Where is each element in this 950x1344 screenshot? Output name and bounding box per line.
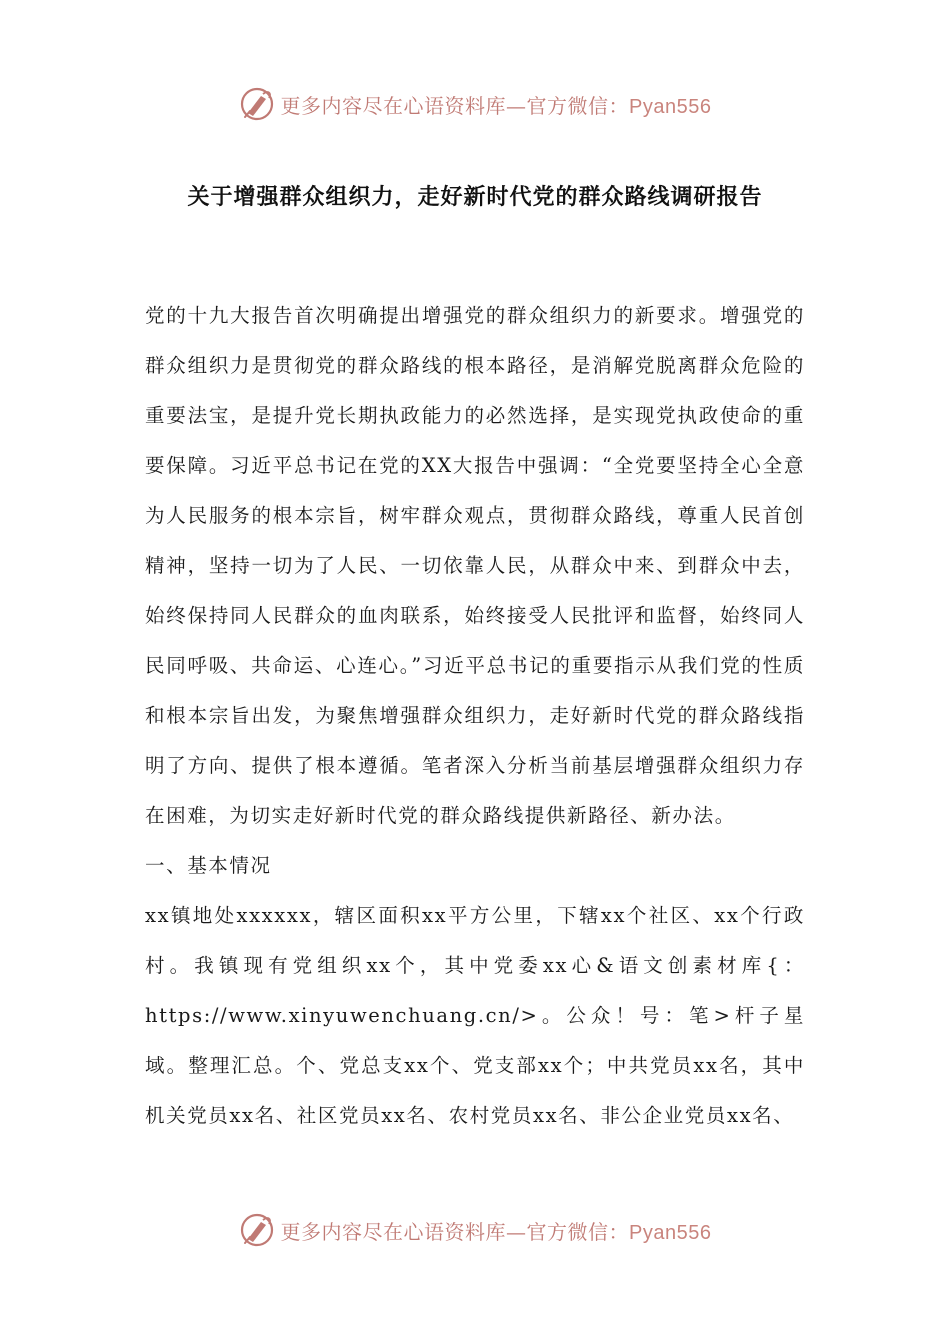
banner-text bbox=[281, 1216, 712, 1245]
header-banner bbox=[0, 82, 950, 126]
document-title: 关于增强群众组织力，走好新时代党的群众路线调研报告 bbox=[187, 184, 763, 210]
banner-handle: Pyan556 bbox=[629, 1221, 712, 1244]
banner-text bbox=[281, 90, 712, 119]
body-paragraph: 党的十九大报告首次明确提出增强党的群众组织力的新要求。增强党的群众组织力是贯彻党的群众路线的根本路径，是消解党脱离群众危险的重要法宝，是提升党长期执政能力的必然选择，是实现党执政使命的重要保障。习近平总书记在党的XX大报告中强调：“全党要坚持全心全意为人民服务的根本宗旨，树牢群众观点，贯彻群众路线，尊重人民首创精神，坚持一切为了人民、一切依靠人民，从群众中来、到群众中去，始终保持同人民群众的血肉联系，始终接受人民批评和监督，始终同人民同呼吸、共命运、心连心。”习近平总书记的重要指示从我们党的性质和根本宗旨出发，为聚焦增强群众组织力，走好新时代党的群众路线指明了方向、提供了根本遵循。笔者深入分析当前基层增强群众组织力存在困难，为切实走好新时代党的群众路线提供新路径、新办法。 bbox=[145, 304, 805, 827]
footer-banner bbox=[0, 1208, 950, 1252]
banner-handle: Pyan556 bbox=[629, 95, 712, 118]
banner-main-text: 更多内容尽在心语资料库—官方微信： bbox=[280, 1219, 630, 1244]
body-paragraph: xx镇地处xxxxxx，辖区面积xx平方公里，下辖xx个社区、xx个行政村。我镇现有党组织xx个，其中党委xx心&语文创素材库{：https://www.xinyuwenchuang.cn/>。公众！号：笔>杆子星域。整理汇总。个、党总支xx个、党支部xx个；中共党员xx名，其中机关党员xx名、社区党员xx名、农村党员xx名、非公企业党员xx名、 bbox=[145, 904, 805, 1127]
pen-nib-logo-icon bbox=[239, 1212, 275, 1248]
banner-main-text: 更多内容尽在心语资料库—官方微信： bbox=[280, 93, 630, 118]
document-body bbox=[145, 291, 805, 1141]
section-heading: 一、基本情况 bbox=[145, 854, 272, 877]
pen-nib-logo-icon bbox=[239, 86, 275, 122]
